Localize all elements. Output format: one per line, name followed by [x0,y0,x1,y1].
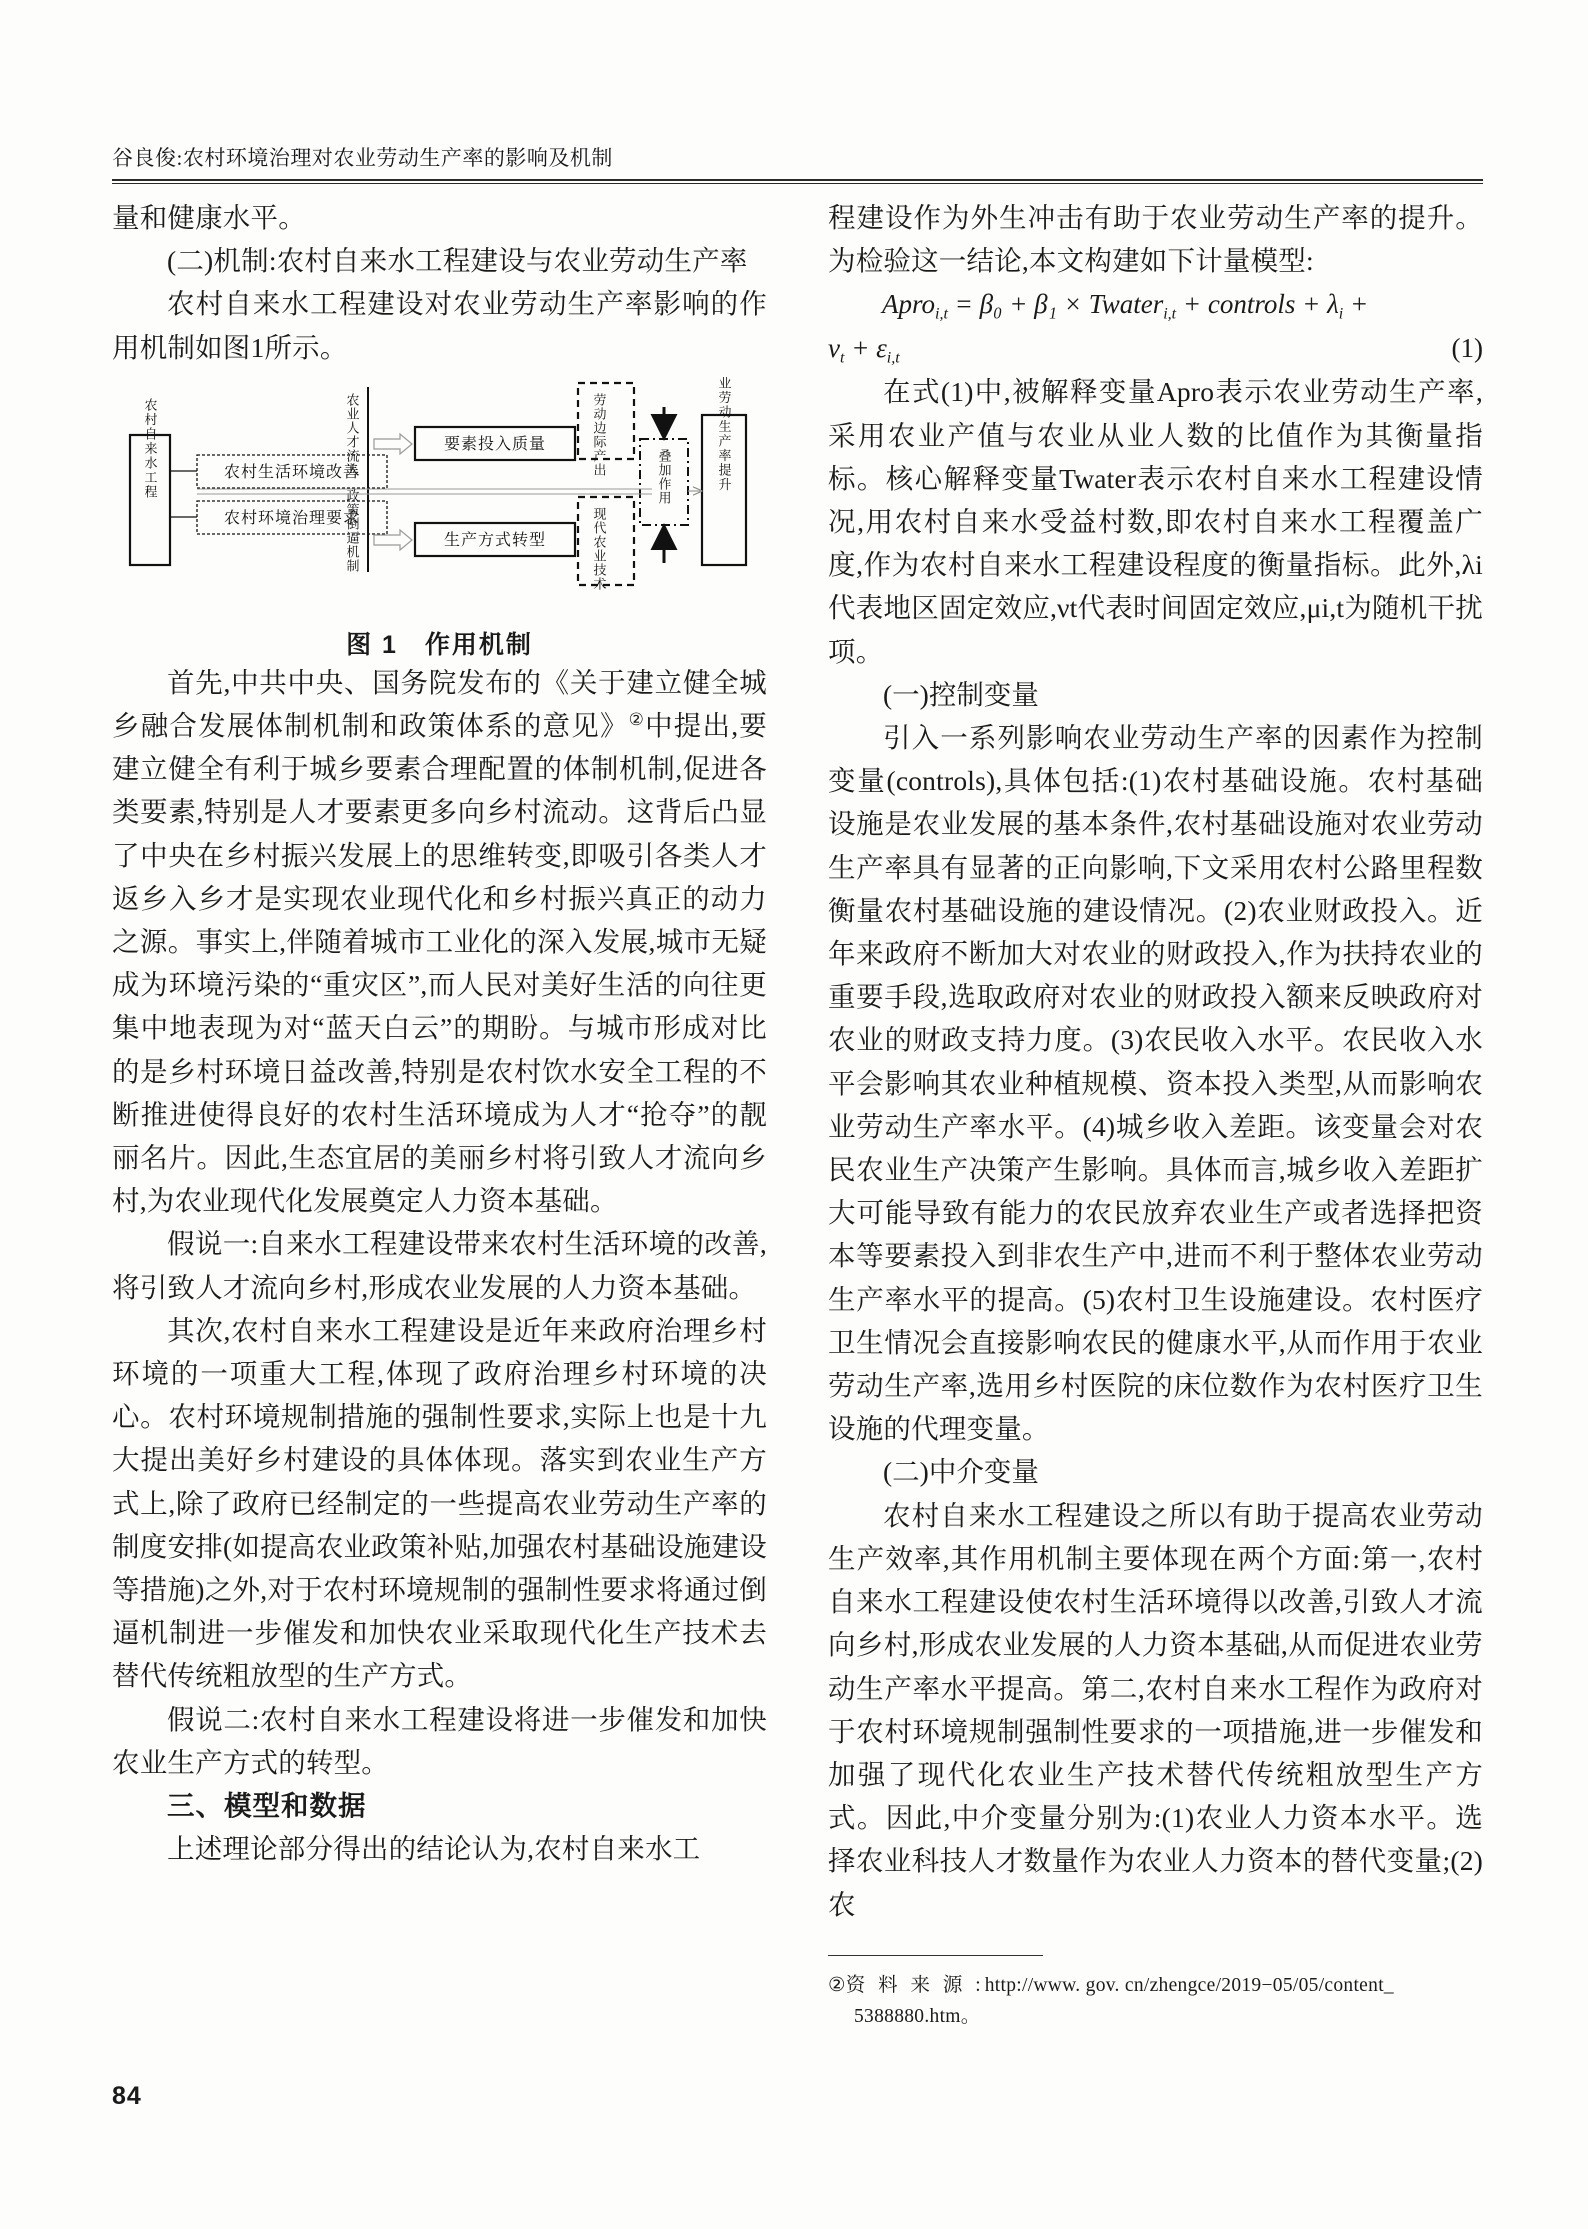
equation-part-2: + controls + λ [1176,289,1339,320]
figure-1-diagram [112,377,767,612]
right-subheading-mediator-vars: (二)中介变量 [883,1456,1039,1488]
footnote-marker-inline: ② [628,709,646,729]
left-subheading-mechanism: (二)机制:农村自来水工程建设与农业劳动生产率 [167,245,748,277]
figure-box-input-quality-label: 要素投入质量 [443,435,547,453]
figure-block-arrow-top [374,434,412,454]
footnote-url-continued: 5388880.htm。 [854,2006,981,2027]
left-paragraph-4 [112,661,767,1223]
equation-line-1 [828,282,1483,326]
figure-box-overlay-effect-label: 叠加作用 [656,448,672,505]
equation-nu: ν [828,333,840,364]
equation-nu-sub: t [839,350,845,367]
left-section-heading: 三、模型和数据 [167,1790,367,1822]
figure-box-result-label: 农业劳动生产率提升 [716,376,732,493]
equation-part-3: + [1343,289,1369,320]
figure-box-source-label: 农村自来水工程 [142,398,158,500]
figure-box-env-governance-label: 农村环境治理要求 [223,509,361,527]
running-head-text: 谷良俊:农村环境治理对农业劳动生产率的影响及机制 [112,146,613,170]
right-column [828,196,1483,1926]
left-paragraph-hypothesis-2: 假说二:农村自来水工程建设将进一步催发和加快农业生产方式的转型。 [112,1703,767,1778]
footnote-marker: ② [828,1975,846,1996]
equation-apro: Apro [882,289,935,320]
equation-eps-sub: i,t [886,350,900,367]
footnote-block [828,1955,1483,2032]
equation-twater-sub: i,t [1163,306,1177,323]
figure-1-caption: 图 1 作用机制 [346,630,533,659]
right-paragraph-3: 引入一系列影响农业劳动生产率的因素作为控制变量(controls),具体包括:(1)农村基础设施。农村基础设施是农业发展的基本条件,农村基础设施对农业劳动生产率具有显著的正向影响,下文采用农村公路里程数衡量农村基础设施的建设情况。(2)农业财政投入。近年来政府不断加大对农业的财政投入,作为扶持农业的重要手段,选取政府对农业的财政投入额来反映政府对农业的财政支持力度。(3)农民收入水平。农民收入水平会影响其农业种植规模、资本投入类型,从而影响农业劳动生产率水平。(4)城乡收入差距。该变量会对农民农业生产决策产生影响。具体而言,城乡收入差距扩大可能导致有能力的农民放弃农业生产或者选择把资本等要素投入到非农生产中,进而不利于整体农业劳动生产率水平的提高。(5)农村卫生设施建设。农村医疗卫生情况会直接影响农民的健康水平,从而作用于农业劳动生产率,选用乡村医院的床位数作为农村医疗卫生设施的代理变量。 [828,722,1483,1445]
footnote-url: http://www. gov. cn/zhengce/2019−05/05/content_ [984,1975,1394,1996]
equation-apro-sub: i,t [935,306,948,323]
figure-box-production-shift-label: 生产方式转型 [443,531,547,549]
left-paragraph-4-before: 首先,中共中央、国务院发布的《关于建立健全城乡融合发展体制机制和政策体系的意见》 [112,666,767,742]
figure-channel-top-label: 农业人才流入 [344,392,360,477]
left-paragraph-4-after: 中提出,要建立健全有利于城乡要素合理配置的体制机制,促进各类要素,特别是人才要素更多向乡村流动。这背后凸显了中央在乡村振兴发展上的思维转变,即吸引各类人才返乡入乡才是实现农业现代化和乡村振兴真正的动力之源。事实上,伴随着城市工业化的深入发展,城市无疑成为环境污染的“重灾区”,而人民对美好生活的向往更集中地表现为对“蓝天白云”的期盼。与城市形成对比的是乡村环境日益改善,特别是农村饮水安全工程的不断推进使得良好的农村生活环境成为人才“抢夺”的靓丽名片。因此,生态宜居的美丽乡村将引致人才流向乡村,为农业现代化发展奠定人力资本基础。 [112,710,767,1217]
left-paragraph-1: 量和健康水平。 [112,202,306,233]
figure-box-living-env-label: 农村生活环境改善 [223,463,361,481]
equation-number: (1) [1451,333,1483,364]
equation-line-2-body [828,326,900,370]
running-head [112,142,1482,184]
figure-box-marginal-output-label: 劳动边际产出 [591,392,607,477]
equation-line-2 [828,326,1483,370]
running-head-rule [112,179,1483,184]
equation-lambda-sub: i [1338,306,1344,323]
right-paragraph-1: 程建设作为外生冲击有助于农业劳动生产率的提升。为检验这一结论,本文构建如下计量模型: [828,202,1483,277]
right-paragraph-2: 在式(1)中,被解释变量Apro表示农业劳动生产率,采用农业产值与农业从业人数的比值作为其衡量指标。核心解释变量Twater表示农村自来水工程建设情况,用农村自来水受益村数,即农村自来水工程覆盖广度,作为农村自来水工程建设程度的衡量指标。此外,λi代表地区固定效应,νt代表时间固定效应,μi,t为随机干扰项。 [828,376,1483,667]
equation-part-1: = β₀ + β₁ × Twater [947,289,1164,320]
equation-part-4: + ε [844,333,887,364]
figure-1 [112,377,767,661]
left-paragraph-6: 其次,农村自来水工程建设是近年来政府治理乡村环境的一项重大工程,体现了政府治理乡村环境的决心。农村环境规制措施的强制性要求,实际上也是十九大提出美好乡村建设的具体体现。落实到农业生产方式上,除了政府已经制定的一些提高农业劳动生产率的制度安排(如提高农业政策补贴,加强农村基础设施建设等措施)之外,对于农村环境规制的强制性要求将通过倒逼机制进一步催发和加快农业采取现代化生产技术去替代传统粗放型的生产方式。 [112,1314,767,1692]
figure-box-modern-tech-label: 现代农业技术 [591,506,607,591]
equation-block-1 [828,282,1483,370]
left-column [112,196,767,1871]
left-paragraph-3: 农村自来水工程建设对农业劳动生产率影响的作用机制如图1所示。 [112,288,767,363]
figure-channel-bottom-label: 政策倒逼机制 [344,488,360,573]
right-paragraph-4: 农村自来水工程建设之所以有助于提高农业劳动生产效率,其作用机制主要体现在两个方面:第一,农村自来水工程建设使农村生活环境得以改善,引致人才流向乡村,形成农业发展的人力资本基础,从而促进农业劳动生产率水平提高。第二,农村自来水工程作为政府对于农村环境规制强制性要求的一项措施,进一步催发和加强了现代化农业生产技术替代传统粗放型生产方式。因此,中介变量分别为:(1)农业人力资本水平。选择农业科技人才数量作为农业人力资本的替代变量;(2)农 [828,1499,1483,1920]
two-column-body [112,196,1483,2096]
left-paragraph-8: 上述理论部分得出的结论认为,农村自来水工 [167,1833,701,1865]
footnote-label: 资 料 来 源 : [845,1975,985,1996]
footnote-text [828,1970,1483,2032]
right-subheading-control-vars: (一)控制变量 [883,678,1039,710]
figure-block-arrow-bottom [374,530,412,550]
page-number: 84 [112,2082,142,2110]
left-paragraph-hypothesis-1: 假说一:自来水工程建设带来农村生活环境的改善,将引致人才流向乡村,形成农业发展的人力资本基础。 [112,1228,767,1303]
footnote-rule [828,1955,1043,1956]
